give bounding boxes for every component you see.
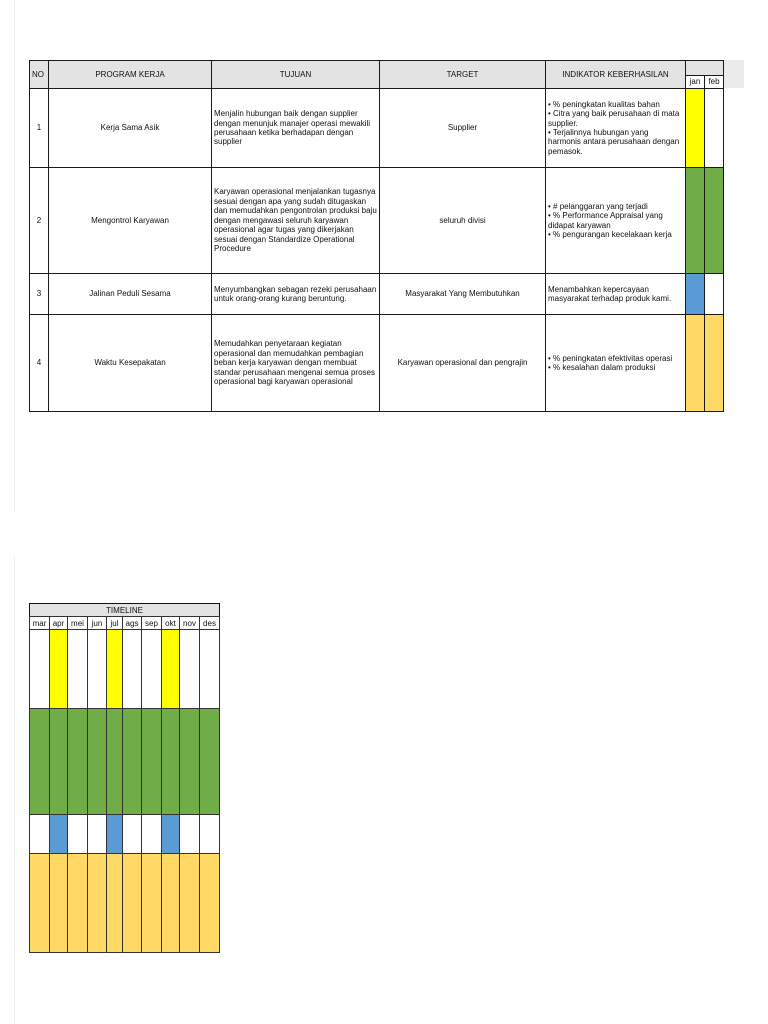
timeline-cell-nov xyxy=(180,709,200,815)
timeline-cell-mei xyxy=(68,630,88,709)
row-no: 1 xyxy=(30,89,49,168)
timeline-table xyxy=(29,603,220,953)
timeline-cell-ags xyxy=(123,709,142,815)
timeline-cell-sep xyxy=(142,815,162,854)
timeline-cell-okt xyxy=(162,709,180,815)
timeline-cell-jul xyxy=(107,630,123,709)
timeline-month-nov: nov xyxy=(180,617,200,630)
timeline-month-apr: apr xyxy=(50,617,68,630)
timeline-cell-des xyxy=(200,815,220,854)
timeline-cell-mar xyxy=(30,815,50,854)
month-cell-jan xyxy=(686,315,705,412)
timeline-row xyxy=(30,854,220,953)
header-target: TARGET xyxy=(380,61,546,89)
timeline-cell-des xyxy=(200,854,220,953)
timeline-month-mei: mei xyxy=(68,617,88,630)
page-edge-bottom xyxy=(14,556,15,1024)
timeline-cell-jul xyxy=(107,709,123,815)
table-row xyxy=(30,315,724,412)
header-indikator: INDIKATOR KEBERHASILAN xyxy=(546,61,686,89)
timeline-cell-okt xyxy=(162,815,180,854)
timeline-month-des: des xyxy=(200,617,220,630)
month-cell-feb xyxy=(705,274,724,315)
row-program: Kerja Sama Asik xyxy=(49,89,212,168)
timeline-cell-jul xyxy=(107,854,123,953)
header-tujuan: TUJUAN xyxy=(212,61,380,89)
timeline-month-ags: ags xyxy=(123,617,142,630)
header-jan: jan xyxy=(686,76,705,89)
timeline-cell-jun xyxy=(88,709,107,815)
month-cell-feb xyxy=(705,89,724,168)
header-strip-extension xyxy=(724,60,744,88)
timeline-row xyxy=(30,709,220,815)
row-tujuan: Menjalin hubungan baik dengan supplier dengan menunjuk manajer operasi mewakili perusahaan ketika berhadapan dengan supplier xyxy=(212,89,380,168)
timeline-cell-nov xyxy=(180,815,200,854)
timeline-cell-okt xyxy=(162,630,180,709)
timeline-cell-mei xyxy=(68,815,88,854)
timeline-month-mar: mar xyxy=(30,617,50,630)
timeline-cell-apr xyxy=(50,709,68,815)
timeline-cell-nov xyxy=(180,854,200,953)
timeline-month-okt: okt xyxy=(162,617,180,630)
page-edge-top xyxy=(14,0,15,512)
timeline-cell-mei xyxy=(68,709,88,815)
row-indikator: • % peningkatan kualitas bahan • Citra yang baik perusahaan di mata supplier. • Terjalinnya hubungan yang harmonis antara perusahaan dengan pemasok. xyxy=(546,89,686,168)
timeline-cell-sep xyxy=(142,630,162,709)
row-no: 4 xyxy=(30,315,49,412)
row-target: Supplier xyxy=(380,89,546,168)
month-cell-feb xyxy=(705,315,724,412)
row-tujuan: Memudahkan penyetaraan kegiatan operasional dan memudahkan pembagian beban kerja karyawan dengan membuat standar perusahaan mengenai semua proses operasional bagi karyawan operasional xyxy=(212,315,380,412)
timeline-cell-nov xyxy=(180,630,200,709)
row-target: Masyarakat Yang Membutuhkan xyxy=(380,274,546,315)
header-program: PROGRAM KERJA xyxy=(49,61,212,89)
header-no: NO xyxy=(30,61,49,89)
timeline-month-sep: sep xyxy=(142,617,162,630)
row-indikator: • % peningkatan efektivitas operasi • % kesalahan dalam produksi xyxy=(546,315,686,412)
timeline-cell-sep xyxy=(142,709,162,815)
timeline-cell-mar xyxy=(30,854,50,953)
row-program: Waktu Kesepakatan xyxy=(49,315,212,412)
timeline-cell-jun xyxy=(88,815,107,854)
timeline-cell-mar xyxy=(30,709,50,815)
timeline-cell-ags xyxy=(123,854,142,953)
timeline-cell-ags xyxy=(123,815,142,854)
row-program: Mengontrol Karyawan xyxy=(49,168,212,274)
timeline-cell-des xyxy=(200,630,220,709)
timeline-cell-apr xyxy=(50,854,68,953)
row-indikator: Menambahkan kepercayaan masyarakat terhadap produk kami. xyxy=(546,274,686,315)
row-no: 3 xyxy=(30,274,49,315)
row-tujuan: Karyawan operasional menjalankan tugasnya sesuai dengan apa yang sudah ditugaskan dan memudahkan pengontrolan produksi baju dengan mengawasi seluruh karyawan operasional agar tugas yang dikerjakan sesuai dengan Standardize Operational Procedure xyxy=(212,168,380,274)
month-cell-jan xyxy=(686,274,705,315)
row-no: 2 xyxy=(30,168,49,274)
month-cell-jan xyxy=(686,168,705,274)
timeline-cell-des xyxy=(200,709,220,815)
timeline-cell-sep xyxy=(142,854,162,953)
timeline-cell-apr xyxy=(50,630,68,709)
header-feb: feb xyxy=(705,76,724,89)
timeline-cell-mei xyxy=(68,854,88,953)
timeline-cell-jun xyxy=(88,630,107,709)
row-target: Karyawan operasional dan pengrajin xyxy=(380,315,546,412)
timeline-cell-ags xyxy=(123,630,142,709)
table-row xyxy=(30,168,724,274)
table-row xyxy=(30,274,724,315)
month-cell-feb xyxy=(705,168,724,274)
header-month-group xyxy=(686,61,724,76)
program-table xyxy=(29,60,724,412)
timeline-cell-jun xyxy=(88,854,107,953)
timeline-cell-okt xyxy=(162,854,180,953)
row-indikator: • # pelanggaran yang terjadi • % Performance Appraisal yang didapat karyawan • % pengurangan kecelakaan kerja xyxy=(546,168,686,274)
timeline-month-jul: jul xyxy=(107,617,123,630)
row-program: Jalinan Peduli Sesama xyxy=(49,274,212,315)
timeline-row xyxy=(30,815,220,854)
table-row xyxy=(30,89,724,168)
row-target: seluruh divisi xyxy=(380,168,546,274)
timeline-cell-mar xyxy=(30,630,50,709)
timeline-title: TIMELINE xyxy=(30,604,220,617)
row-tujuan: Menyumbangkan sebagan rezeki perusahaan untuk orang-orang kurang beruntung. xyxy=(212,274,380,315)
timeline-cell-jul xyxy=(107,815,123,854)
timeline-month-jun: jun xyxy=(88,617,107,630)
timeline-cell-apr xyxy=(50,815,68,854)
month-cell-jan xyxy=(686,89,705,168)
timeline-row xyxy=(30,630,220,709)
